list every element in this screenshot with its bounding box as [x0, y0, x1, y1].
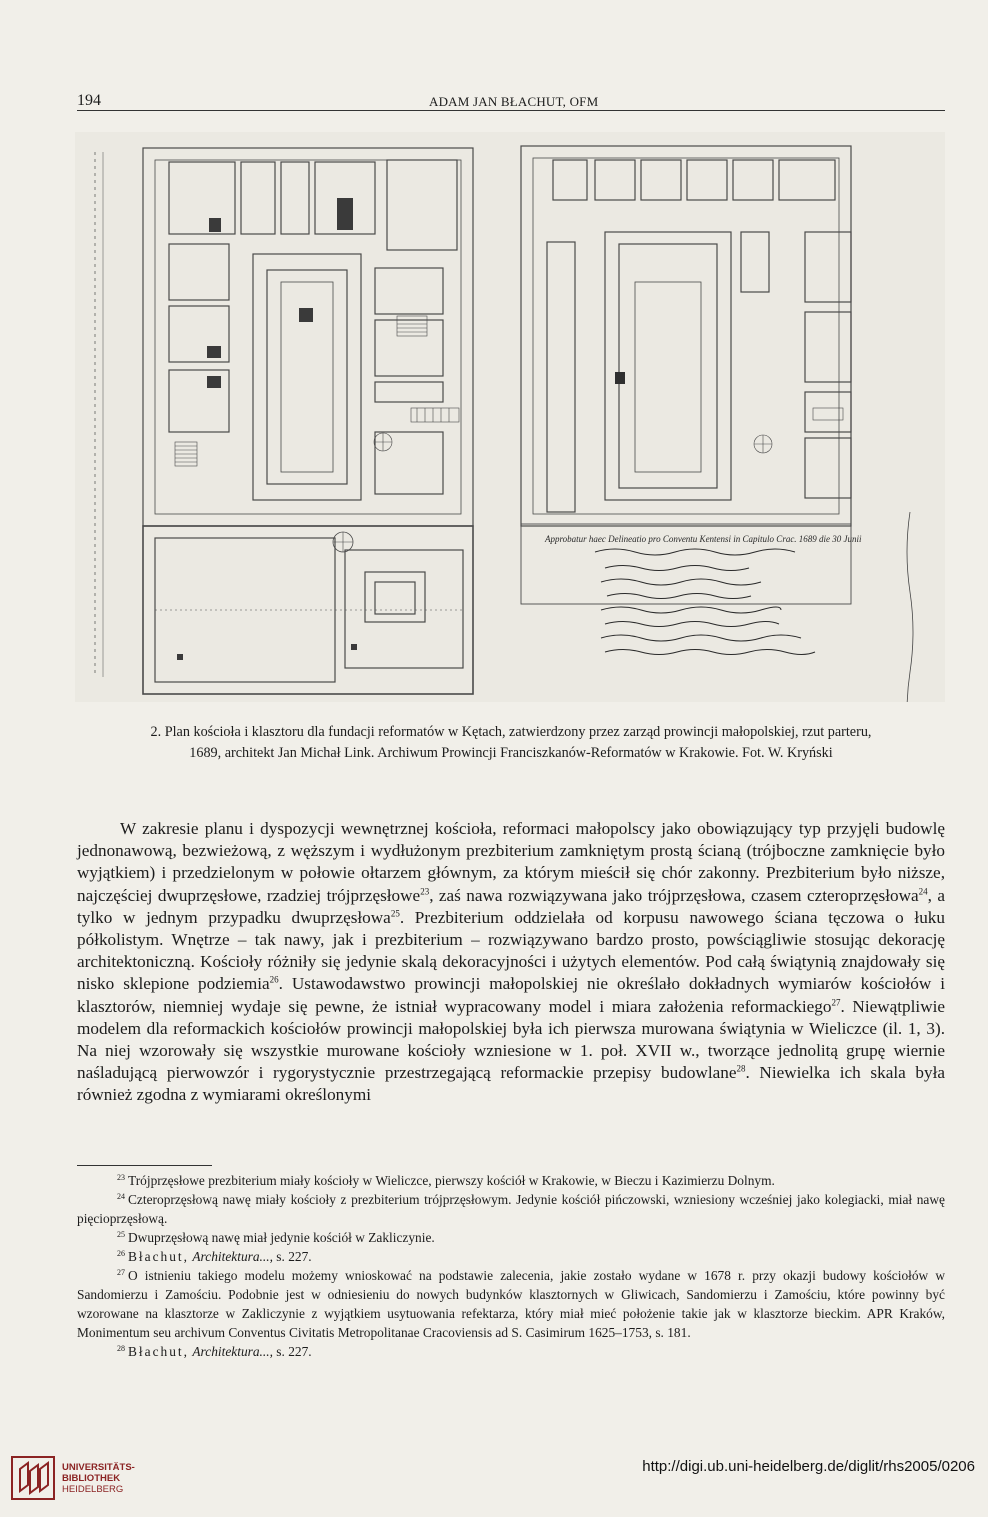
paragraph-1 [77, 818, 945, 1107]
body-paragraph [77, 818, 945, 1107]
text-run: , a tylko w jednym przypadku dwuprzęsłowa [77, 885, 945, 927]
footnote-text: Trójprzęsłowe prezbiterium miały kościoły w Wieliczce, pierwszy kościół w Krakowie, w Bieczu i Kazimierzu Dolnym. [128, 1173, 775, 1188]
footnote-number: 26 [117, 1248, 125, 1258]
page-header [77, 92, 947, 112]
footnote-title: Architektura..., [192, 1249, 273, 1264]
figure-caption [77, 722, 945, 764]
source-url-link[interactable]: http://digi.ub.uni-heidelberg.de/diglit/rhs2005/0206 [642, 1458, 975, 1475]
footnote-28 [77, 1342, 945, 1361]
footnote-ref-25[interactable]: 25 [390, 908, 400, 919]
footnote-27 [77, 1266, 945, 1342]
footnote-author: Błachut, [128, 1249, 189, 1264]
text-run: . Niewątpliwie modelem dla reformackich kościołów prowincji małopolskiej była ich pierwsza murowana świątynia w Wieliczce (il. 1, 3). Na niej wzorowały się wszystkie murowane kościoły wzniesione w 1. poł. XVII w., tworzące jednolitą grupę wiernie naśladującą pierwowzór i rygorystycznie przestrzegającą reformackie przepisy budowlane [77, 996, 946, 1083]
footnote-number: 23 [117, 1172, 125, 1182]
footnote-text: O istnieniu takiego modelu możemy wnioskować na podstawie zalecenia, jakie zostało wydane w 1678 r. przy okazji budowy kościołów w Sandomierzu i Zamościu. Podobnie jest w odniesieniu do nowych budynków klasztornych w Gliwicach, Sandomierzu i Zamościu, które powinny być wzorowane na klasztorze w Zakliczynie z wyjątkiem usytuowania refektarza, który miał mieć położenie takie jak w klasztorze bieckim. APR Kraków, Monimentum seu archivum Conventus Civitatis Metropolitanae Cracoviensis ad S. Casimirum 1625–1753, s. 181. [77, 1268, 945, 1340]
footnote-text: Dwuprzęsłową nawę miał jedynie kościół w Zakliczynie. [128, 1230, 435, 1245]
footnote-page: s. 227. [272, 1344, 312, 1359]
footnote-number: 28 [117, 1343, 125, 1353]
footnote-text: Czteroprzęsłową nawę miały kościoły z prezbiterium trójprzęsłowym. Jedynie kościół pińczowski, wzniesiony wcześniej jako kolegiacki, miał nawę pięcioprzęsłową. [77, 1192, 945, 1226]
caption-line-1: 2. Plan kościoła i klasztoru dla fundacji reformatów w Kętach, zatwierdzony przez zarząd prowincji małopolskiej, rzut parteru, [150, 724, 872, 740]
library-logo-icon [10, 1455, 56, 1501]
footnote-23 [77, 1171, 945, 1190]
text-run: . Ustawodawstwo prowincji małopolskiej nie określało dokładnych wymiarów kościołów i klasztorów, niemniej wydaje się pewne, że istniał wypracowany model i miara założenia reformackiego [77, 974, 945, 1016]
footnote-title: Architektura..., [192, 1344, 273, 1359]
library-name [62, 1462, 135, 1495]
text-run: , zaś nawa rozwiązywana jako trójprzęsłowa, czasem czteroprzęsłowa [429, 885, 919, 905]
running-head: ADAM JAN BŁACHUT, OFM [429, 94, 599, 109]
header-rule [77, 110, 945, 111]
footnote-ref-27[interactable]: 27 [831, 996, 841, 1007]
footnote-rule [77, 1165, 212, 1166]
footnote-author: Błachut, [128, 1344, 189, 1359]
footnotes [77, 1171, 945, 1361]
footnote-number: 24 [117, 1191, 125, 1201]
footnote-ref-23[interactable]: 23 [420, 885, 430, 896]
library-line-3: HEIDELBERG [62, 1484, 124, 1495]
library-line-1: UNIVERSITÄTS- [62, 1462, 135, 1473]
page-number: 194 [77, 92, 101, 109]
text-run: . Prezbiterium oddzielała od korpusu nawowego ściana tęczowa o łuku półkolistym. Wnętrze – tak nawy, jak i prezbiterium – rozwiązywano bardzo prosto, powściągliwie stosując dekorację architektoniczną. Kościoły różniły się jedynie skalą dekoracyjności i użytych elementów. Pod całą świątynią znajdowały się nisko sklepione podziemia [77, 907, 945, 994]
caption-line-2: 1689, architekt Jan Michał Link. Archiwum Prowincji Franciszkanów-Reformatów w Krakowie. Fot. W. Kryński [189, 745, 833, 761]
approval-note: Approbatur haec Delineatio pro Conventu Kentensi in Capitulo Crac. 1689 die 30 Junii [545, 534, 862, 544]
text-run: W zakresie planu i dyspozycji wewnętrznej kościoła, reformaci małopolscy jako obowiązujący typ przyjęli budowlę jednonawową, bezwieżową, z węższym i wydłużonym prezbiterium zamkniętym prostą ścianą (trójboczne zamknięcie było wyjątkiem) i przedzielonym w połowie ołtarzem głównym, za którym mieścił się chór zakonny. Prezbiterium było niższe, najczęściej dwuprzęsłowe, rzadziej trójprzęsłowe [77, 819, 945, 905]
footnote-page: s. 227. [272, 1249, 312, 1264]
footnote-ref-26[interactable]: 26 [269, 974, 279, 985]
figure-floor-plan [75, 132, 945, 702]
footnote-ref-24[interactable]: 24 [918, 885, 928, 896]
library-line-2: BIBLIOTHEK [62, 1473, 121, 1484]
footnote-26 [77, 1247, 945, 1266]
footnote-number: 27 [117, 1267, 125, 1277]
footnote-24 [77, 1190, 945, 1228]
footnote-25 [77, 1228, 945, 1247]
text-run: . Niewielka ich skala była również zgodna z wymiarami określonymi [77, 1063, 945, 1105]
footnote-ref-28[interactable]: 28 [736, 1063, 746, 1074]
footnote-number: 25 [117, 1229, 125, 1239]
